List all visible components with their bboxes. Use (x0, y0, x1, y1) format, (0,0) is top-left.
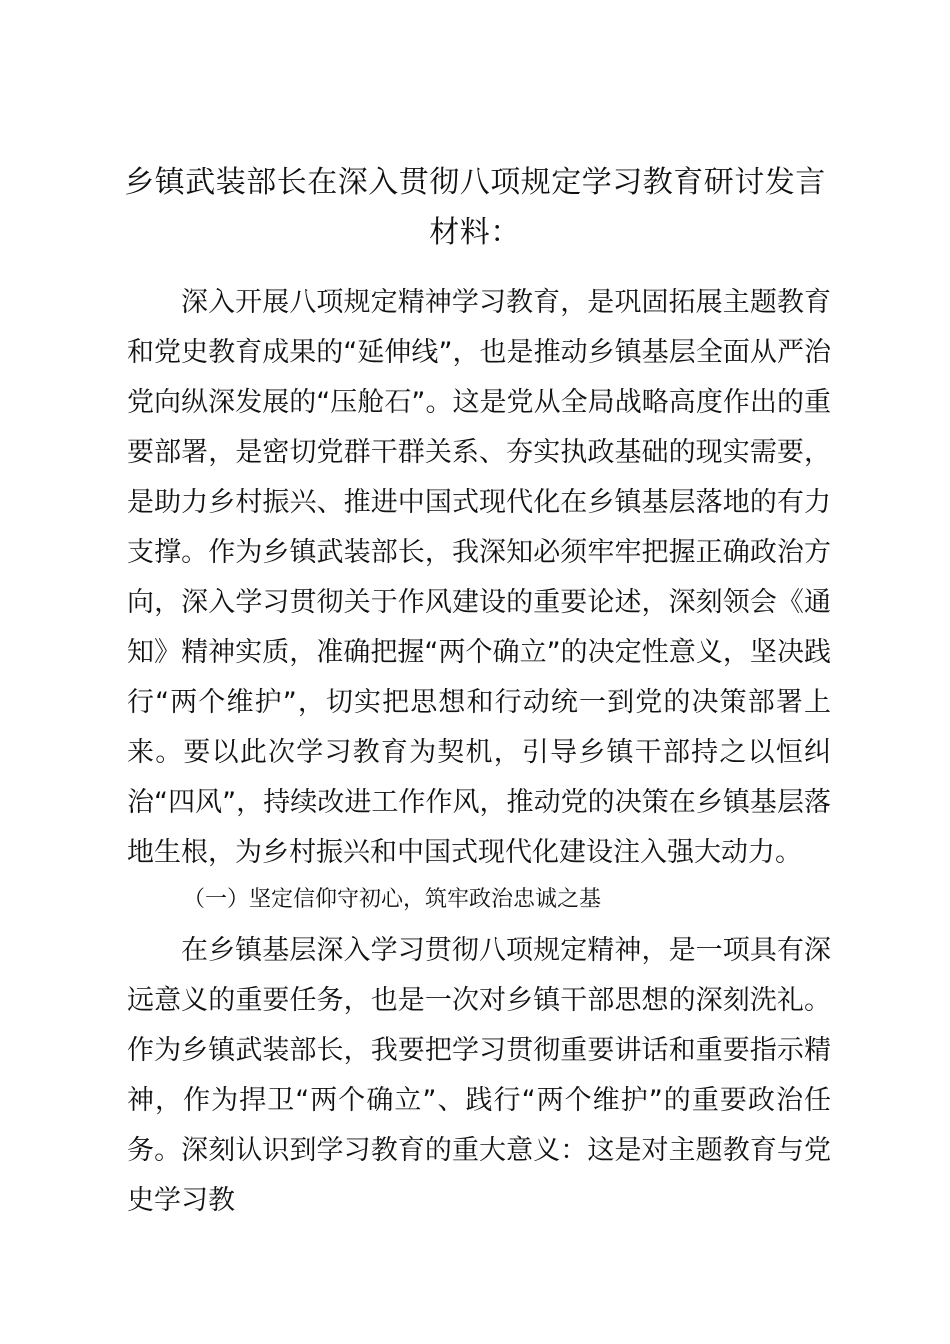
document-title: 乡镇武装部长在深入贯彻八项规定学习教育研讨发言材料： (124, 165, 826, 250)
paragraph-section-one: 在乡镇基层深入学习贯彻八项规定精神，是一项具有深远意义的重要任务，也是一次对乡镇干部思想的深刻洗礼。作为乡镇武装部长，我要把学习贯彻重要讲话和重要指示精神，作为捍卫“两个确立”、践行“两个维护”的重要政治任务。深刻认识到学习教育的重大意义：这是对主题教育与党史学习教 (127, 935, 831, 1216)
section-heading: （一）坚定信仰守初心，筑牢政治忠诚之基 (183, 887, 602, 912)
paragraph-intro: 深入开展八项规定精神学习教育，是巩固拓展主题教育和党史教育成果的“延伸线”，也是推动乡镇基层全面从严治党向纵深发展的“压舱石”。这是党从全局战略高度作出的重要部署，是密切党群干群关系、夯实执政基础的现实需要，是助力乡村振兴、推进中国式现代化在乡镇基层落地的有力支撑。作为乡镇武装部长，我深知必须牢牢把握正确政治方向，深入学习贯彻关于作风建设的重要论述，深刻领会《通知》精神实质，准确把握“两个确立”的决定性意义，坚决践行“两个维护”，切实把思想和行动统一到党的决策部署上来。要以此次学习教育为契机，引导乡镇干部持之以恒纠治“四风”，持续改进工作作风，推动党的决策在乡镇基层落地生根，为乡村振兴和中国式现代化建设注入强大动力。 (127, 287, 831, 868)
